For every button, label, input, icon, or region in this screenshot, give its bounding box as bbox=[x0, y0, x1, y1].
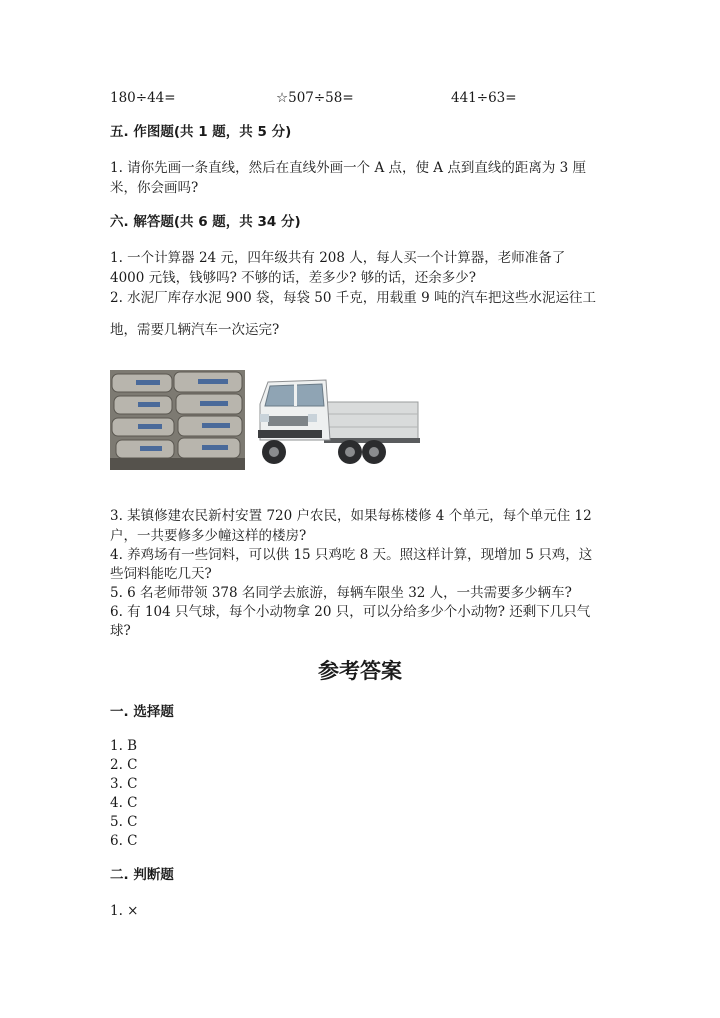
answers-sec1-heading: 一. 选择题 bbox=[110, 704, 174, 720]
section6-q1-line1: 1. 一个计算器 24 元，四年级共有 208 人，每人买一个计算器，老师准备了 bbox=[110, 250, 566, 266]
section5-q1-line2: 米，你会画吗? bbox=[110, 180, 199, 196]
section6-q2-line2: 地，需要几辆汽车一次运完? bbox=[110, 322, 280, 338]
section6-q3-line2: 户，一共要修多少幢这样的楼房? bbox=[110, 528, 307, 544]
truck-icon bbox=[250, 374, 422, 470]
section6-q3-line1: 3. 某镇修建农民新村安置 720 户农民，如果每栋楼修 4 个单元，每个单元住 12 bbox=[110, 508, 592, 524]
calc-item-2: ☆507÷58= bbox=[276, 90, 354, 106]
answer-item: 6. C bbox=[110, 833, 138, 849]
section6-heading: 六. 解答题(共 6 题，共 34 分) bbox=[110, 214, 301, 230]
answer-item: 2. C bbox=[110, 757, 138, 773]
truck-photo bbox=[250, 374, 422, 470]
cement-bags-photo bbox=[110, 370, 245, 470]
section6-q5-line1: 5. 6 名老师带领 378 名同学去旅游，每辆车限坐 32 人，一共需要多少辆车? bbox=[110, 585, 572, 601]
calc-item-3: 441÷63= bbox=[451, 90, 517, 106]
answer-item: 4. C bbox=[110, 795, 138, 811]
section6-q1-line2: 4000 元钱，钱够吗? 不够的话，差多少? 够的话，还余多少? bbox=[110, 270, 476, 286]
answer-item: 5. C bbox=[110, 814, 138, 830]
answer-item: 3. C bbox=[110, 776, 138, 792]
answer-item: 1. × bbox=[110, 903, 139, 919]
section6-q6-line1: 6. 有 104 只气球，每个小动物拿 20 只，可以分给多少个小动物? 还剩下几只气 bbox=[110, 604, 591, 620]
answers-title: 参考答案 bbox=[318, 659, 402, 683]
answers-sec2-heading: 二. 判断题 bbox=[110, 867, 174, 883]
section6-q2-line1: 2. 水泥厂库存水泥 900 袋，每袋 50 千克，用载重 9 吨的汽车把这些水泥运往工 bbox=[110, 290, 596, 306]
answer-item: 1. B bbox=[110, 738, 138, 754]
cement-bags-icon bbox=[110, 370, 245, 470]
section6-q4-line1: 4. 养鸡场有一些饲料，可以供 15 只鸡吃 8 天。照这样计算，现增加 5 只鸡，这 bbox=[110, 547, 593, 563]
section5-q1-line1: 1. 请你先画一条直线，然后在直线外画一个 A 点，使 A 点到直线的距离为 3 厘 bbox=[110, 160, 587, 176]
section6-q4-line2: 些饲料能吃几天? bbox=[110, 566, 212, 582]
section6-q6-line2: 球? bbox=[110, 623, 131, 639]
section5-heading: 五. 作图题(共 1 题，共 5 分) bbox=[110, 124, 292, 140]
calc-item-1: 180÷44= bbox=[110, 90, 176, 106]
